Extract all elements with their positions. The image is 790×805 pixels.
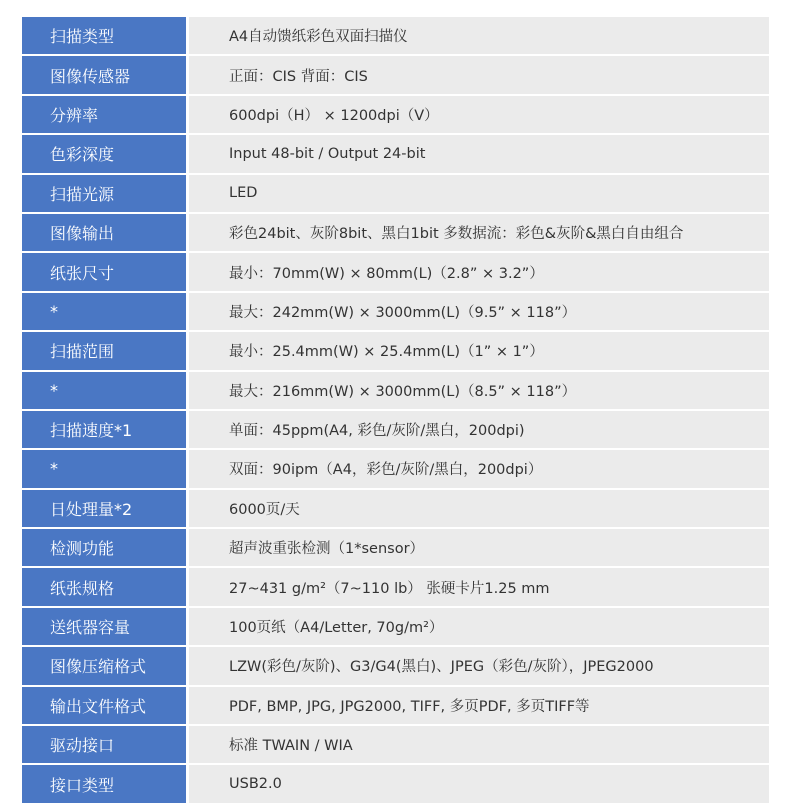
spec-label: 扫描类型 — [22, 17, 189, 56]
spec-row — [22, 647, 769, 686]
spec-value: USB2.0 — [189, 765, 769, 804]
spec-value: 600dpi（H） × 1200dpi（V） — [189, 96, 769, 135]
spec-label: 驱动接口 — [22, 726, 189, 765]
spec-row — [22, 56, 769, 95]
spec-value: 标准 TWAIN / WIA — [189, 726, 769, 765]
spec-row — [22, 490, 769, 529]
spec-row — [22, 568, 769, 607]
spec-value: PDF, BMP, JPG, JPG2000, TIFF, 多页PDF, 多页TIFF等 — [189, 687, 769, 726]
spec-value: 6000页/天 — [189, 490, 769, 529]
spec-value: A4自动馈纸彩色双面扫描仪 — [189, 17, 769, 56]
spec-value: LED — [189, 175, 769, 214]
spec-label: 扫描光源 — [22, 175, 189, 214]
spec-row — [22, 450, 769, 489]
spec-value: LZW(彩色/灰阶)、G3/G4(黑白)、JPEG（彩色/灰阶），JPEG2000 — [189, 647, 769, 686]
spec-value: Input 48-bit / Output 24-bit — [189, 135, 769, 174]
spec-label: 图像传感器 — [22, 56, 189, 95]
spec-value: 彩色24bit、灰阶8bit、黑白1bit 多数据流：彩色&灰阶&黑白自由组合 — [189, 214, 769, 253]
spec-label: 送纸器容量 — [22, 608, 189, 647]
spec-label: 图像压缩格式 — [22, 647, 189, 686]
spec-value: 正面：CIS 背面：CIS — [189, 56, 769, 95]
spec-value: 双面：90ipm（A4，彩色/灰阶/黑白，200dpi） — [189, 450, 769, 489]
spec-label: 纸张尺寸 — [22, 253, 189, 292]
spec-label: 日处理量*2 — [22, 490, 189, 529]
spec-label: 分辨率 — [22, 96, 189, 135]
spec-label: 扫描速度*1 — [22, 411, 189, 450]
spec-row — [22, 411, 769, 450]
spec-label: * — [22, 293, 189, 332]
spec-label: 接口类型 — [22, 765, 189, 804]
spec-value: 最小：70mm(W) × 80mm(L)（2.8” × 3.2”） — [189, 253, 769, 292]
spec-row — [22, 17, 769, 56]
spec-row — [22, 608, 769, 647]
spec-row — [22, 214, 769, 253]
spec-row — [22, 726, 769, 765]
spec-label: * — [22, 450, 189, 489]
spec-row — [22, 765, 769, 804]
spec-value: 最大：242mm(W) × 3000mm(L)（9.5” × 118”） — [189, 293, 769, 332]
spec-row — [22, 529, 769, 568]
spec-value: 最小：25.4mm(W) × 25.4mm(L)（1” × 1”） — [189, 332, 769, 371]
spec-table — [22, 17, 769, 805]
spec-row — [22, 135, 769, 174]
spec-label: * — [22, 372, 189, 411]
spec-value: 单面：45ppm(A4, 彩色/灰阶/黑白，200dpi) — [189, 411, 769, 450]
spec-label: 纸张规格 — [22, 568, 189, 607]
spec-label: 图像输出 — [22, 214, 189, 253]
spec-row — [22, 332, 769, 371]
spec-value: 27~431 g/m²（7~110 lb） 张硬卡片1.25 mm — [189, 568, 769, 607]
spec-value: 超声波重张检测（1*sensor） — [189, 529, 769, 568]
spec-label: 检测功能 — [22, 529, 189, 568]
spec-label: 输出文件格式 — [22, 687, 189, 726]
spec-value: 最大：216mm(W) × 3000mm(L)（8.5” × 118”） — [189, 372, 769, 411]
spec-row — [22, 372, 769, 411]
spec-value: 100页纸（A4/Letter, 70g/m²） — [189, 608, 769, 647]
spec-label: 色彩深度 — [22, 135, 189, 174]
spec-row — [22, 253, 769, 292]
spec-row — [22, 96, 769, 135]
spec-row — [22, 687, 769, 726]
spec-row — [22, 175, 769, 214]
spec-label: 扫描范围 — [22, 332, 189, 371]
spec-row — [22, 293, 769, 332]
